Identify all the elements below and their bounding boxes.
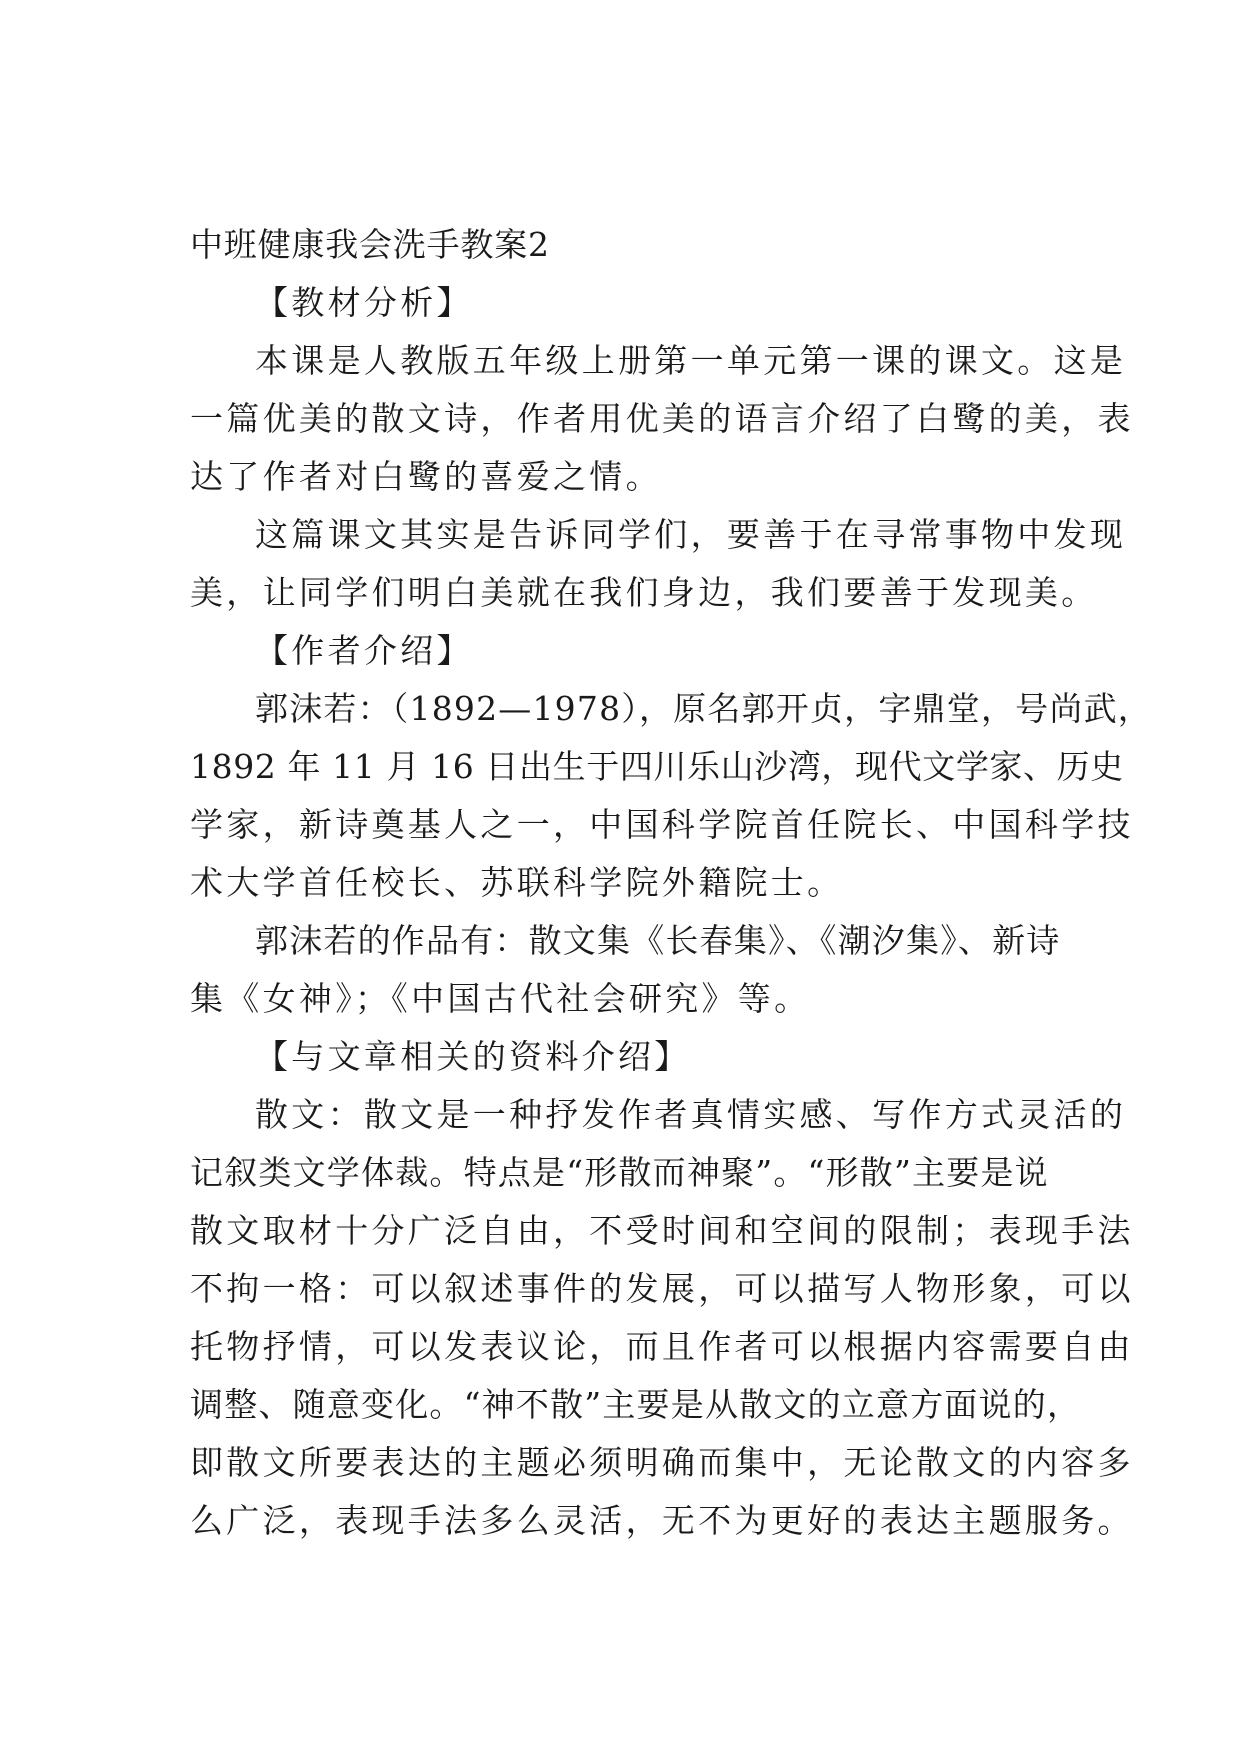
paragraph-line: 调整、随意变化。“神不散”主要是从散文的立意方面说的， [190,1385,1082,1424]
section-heading-author-intro: 【作者介绍】 [255,631,473,670]
paragraph-line: 学家，新诗奠基人之一，中国科学院首任院长、中国科学技 [190,805,1134,844]
document-title: 中班健康我会洗手教案2 [190,225,550,264]
paragraph-line: 1892 年 11 月 16 日出生于四川乐山沙湾，现代文学家、历史 [190,747,1124,786]
paragraph-line: 托物抒情，可以发表议论，而且作者可以根据内容需要自由 [190,1327,1134,1366]
paragraph-line: 不拘一格：可以叙述事件的发展，可以描写人物形象，可以 [190,1269,1134,1308]
paragraph-line: 郭沫若的作品有：散文集《长春集》、《潮汐集》、新诗 [255,921,1061,960]
paragraph-line: 么广泛，表现手法多么灵活，无不为更好的表达主题服务。 [190,1501,1134,1540]
paragraph-line: 集《女神》；《中国古代社会研究》等。 [190,979,811,1018]
paragraph-line: 记叙类文学体裁。特点是“形散而神聚”。“形散”主要是说 [190,1153,1049,1192]
paragraph-line: 美，让同学们明白美就在我们身边，我们要善于发现美。 [190,573,1098,612]
paragraph-line: 一篇优美的散文诗，作者用优美的语言介绍了白鹭的美，表 [190,399,1134,438]
section-heading-related-materials: 【与文章相关的资料介绍】 [255,1037,691,1076]
paragraph-line: 术大学首任校长、苏联科学院外籍院士。 [190,863,844,902]
section-heading-textbook-analysis: 【教材分析】 [255,283,473,322]
paragraph-line: 达了作者对白鹭的喜爱之情。 [190,457,662,496]
paragraph-line: 本课是人教版五年级上册第一单元第一课的课文。这是 [255,341,1127,380]
paragraph-line: 散文：散文是一种抒发作者真情实感、写作方式灵活的 [255,1095,1127,1134]
paragraph-line: 散文取材十分广泛自由，不受时间和空间的限制；表现手法 [190,1211,1134,1250]
paragraph-line: 即散文所要表达的主题必须明确而集中，无论散文的内容多 [190,1443,1134,1482]
paragraph-line: 郭沫若：（1892—1978），原名郭开贞，字鼎堂，号尚武， [255,689,1152,728]
paragraph-line: 这篇课文其实是告诉同学们，要善于在寻常事物中发现 [255,515,1127,554]
